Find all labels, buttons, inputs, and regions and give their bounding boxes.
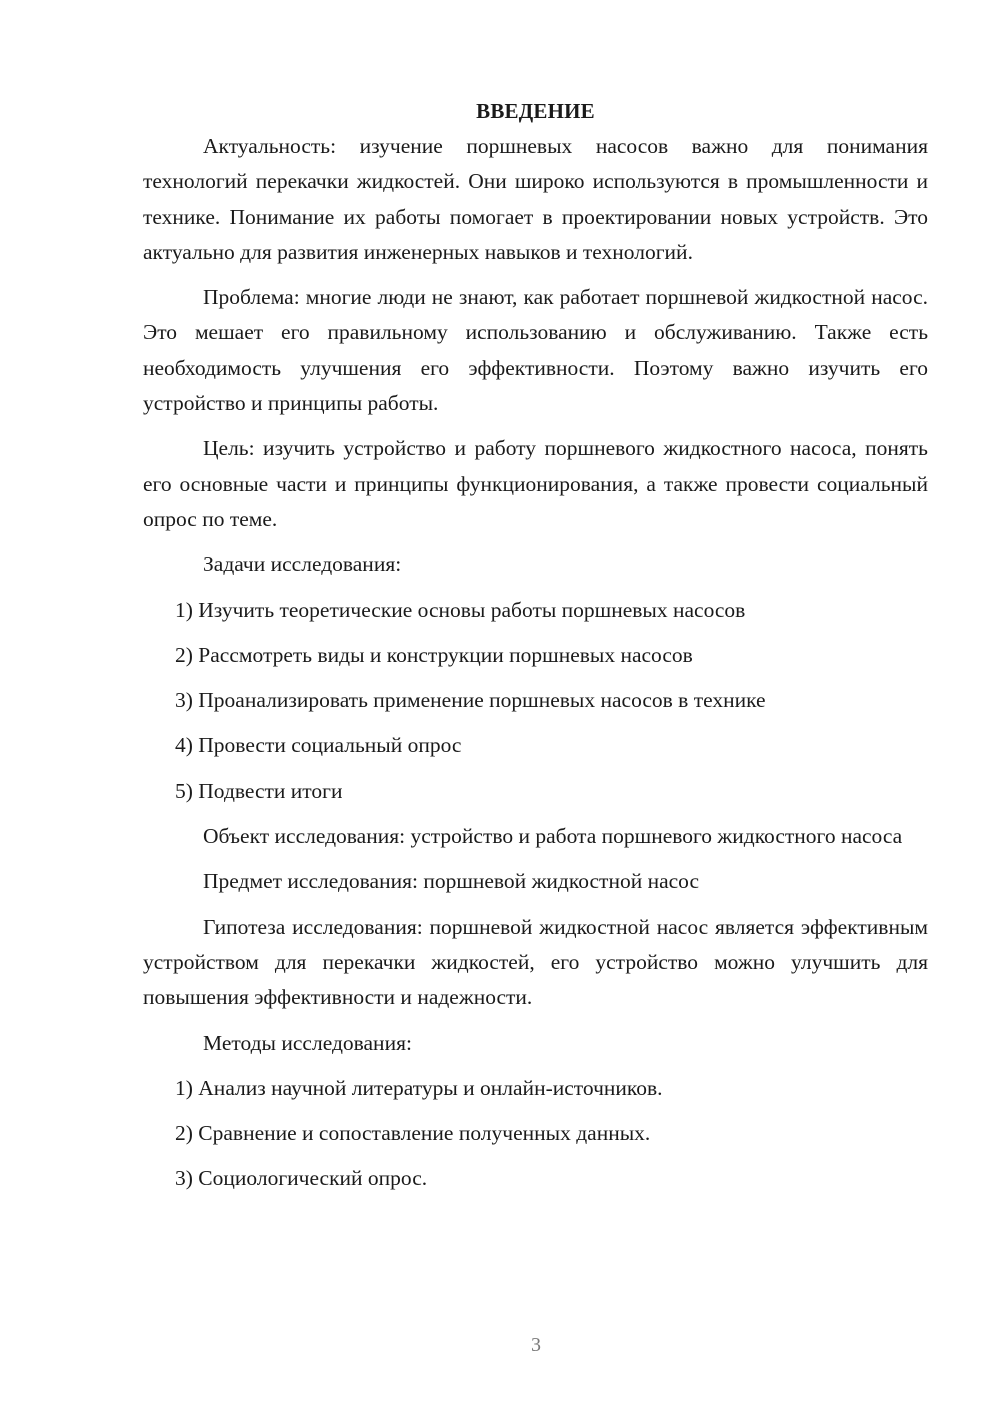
methods-heading: Методы исследования: <box>203 1030 412 1055</box>
page-number: 3 <box>531 1334 541 1356</box>
object-paragraph: Объект исследования: устройство и работа поршневого жидкостного насоса <box>203 824 903 849</box>
task-item: 4) Провести социальный опрос <box>175 733 462 758</box>
task-item: 1) Изучить теоретические основы работы поршневых насосов <box>175 597 746 622</box>
problem-paragraph: Проблема: многие люди не знают, как работает поршневой жидкостной насос. Это мешает его правильному использованию и обслуживанию. Также есть необходимость улучшения его эффективности. Поэтому важно изучить его устройство и принципы работы. <box>143 285 928 416</box>
method-item: 2) Сравнение и сопоставление полученных данных. <box>175 1121 651 1146</box>
page-title: ВВЕДЕНИЕ <box>476 99 595 123</box>
task-item: 5) Подвести итоги <box>175 778 343 803</box>
relevance-paragraph: Актуальность: изучение поршневых насосов важно для понимания технологий перекачки жидкостей. Они широко используются в промышленности и технике. Понимание их работы помогает в проектировании новых устройств. Это актуально для развития инженерных навыков и технологий. <box>143 134 928 264</box>
method-item: 1) Анализ научной литературы и онлайн-источников. <box>175 1075 663 1100</box>
hypothesis-paragraph: Гипотеза исследования: поршневой жидкостной насос является эффективным устройством для перекачки жидкостей, его устройство можно улучшить для повышения эффективности и надежности. <box>143 914 928 1010</box>
task-item: 2) Рассмотреть виды и конструкции поршневых насосов <box>175 642 693 667</box>
task-item: 3) Проанализировать применение поршневых насосов в технике <box>175 688 766 713</box>
tasks-heading: Задачи исследования: <box>203 552 402 577</box>
document-page <box>143 94 928 1207</box>
method-item: 3) Социологический опрос. <box>175 1166 428 1191</box>
subject-paragraph: Предмет исследования: поршневой жидкостной насос <box>203 869 700 894</box>
goal-paragraph: Цель: изучить устройство и работу поршневого жидкостного насоса, понять его основные части и принципы функционирования, а также провести социальный опрос по теме. <box>143 436 928 531</box>
